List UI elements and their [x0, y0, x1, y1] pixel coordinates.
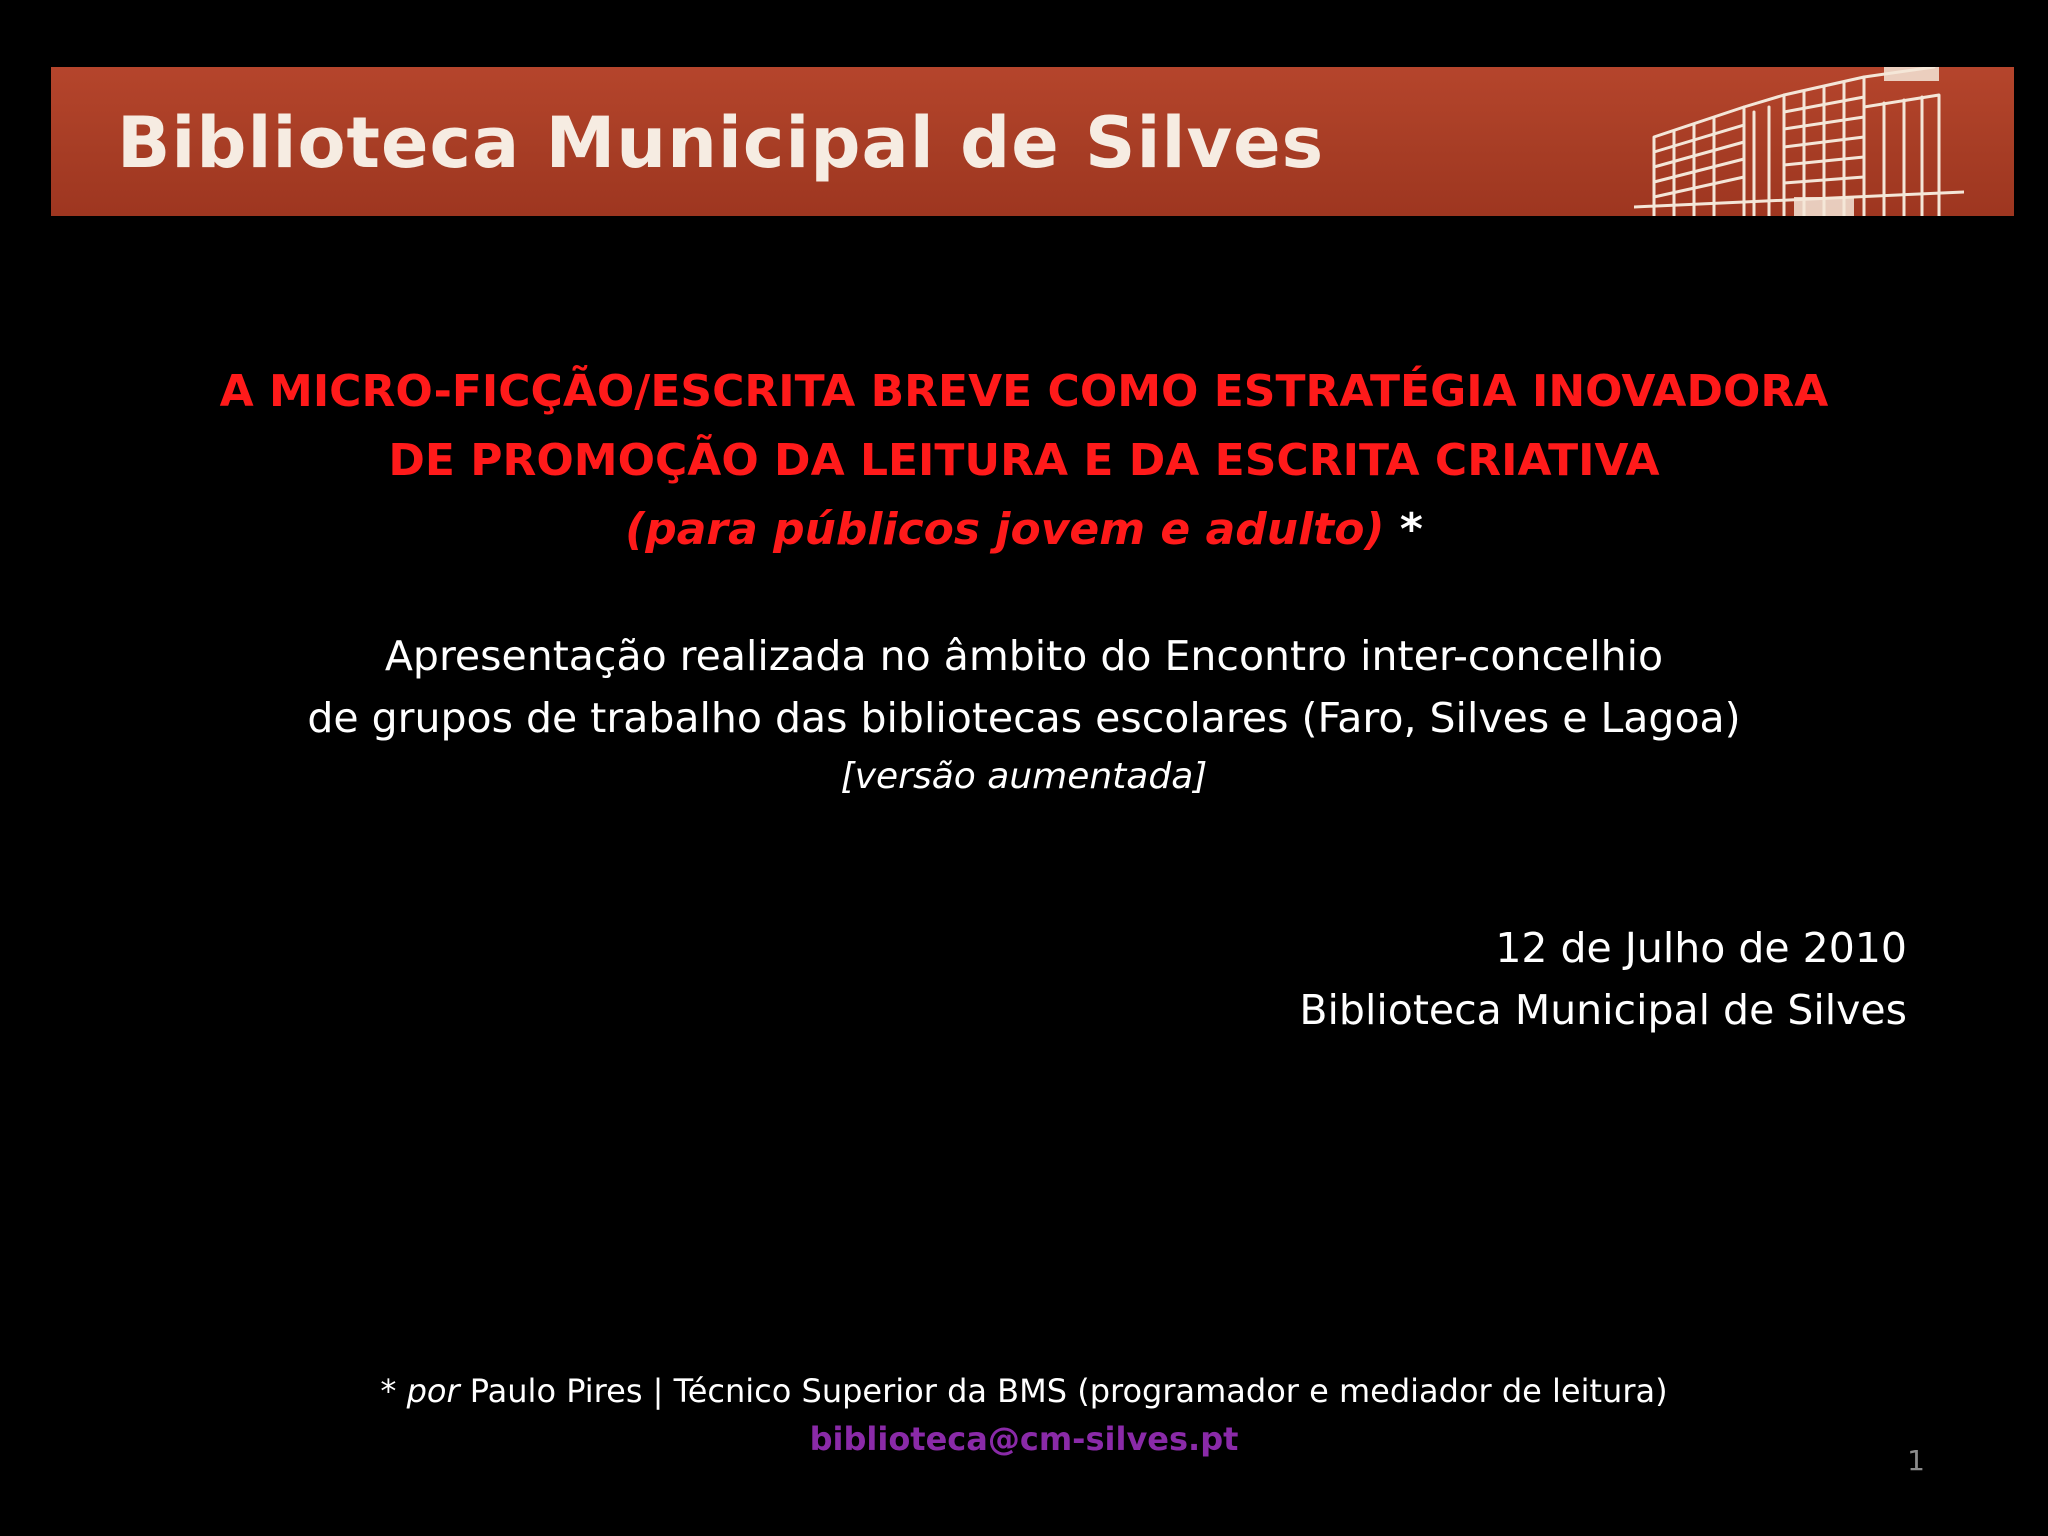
banner-title: Biblioteca Municipal de Silves	[117, 102, 1325, 184]
presentation-title	[0, 357, 2048, 564]
title-line-1: A MICRO-FICÇÃO/ESCRITA BREVE COMO ESTRATÉGIA INOVADORA	[219, 366, 1829, 417]
slide-number: 1	[1907, 1444, 1925, 1477]
title-line-2: DE PROMOÇÃO DA LEITURA E DA ESCRITA CRIATIVA	[388, 435, 1660, 486]
author-credits	[0, 1367, 2048, 1463]
credits-por: por	[406, 1372, 460, 1410]
subtitle-line-1: Apresentação realizada no âmbito do Encontro inter-concelhio	[384, 632, 1664, 680]
contact-email-link[interactable]: biblioteca@cm-silves.pt	[809, 1420, 1239, 1458]
building-sketch-icon	[1634, 67, 1964, 216]
title-audience: (para públicos jovem e adulto)	[625, 504, 1385, 555]
event-date: 12 de Julho de 2010	[1495, 924, 1907, 972]
subtitle-line-2: de grupos de trabalho das bibliotecas escolares (Faro, Silves e Lagoa)	[307, 694, 1741, 742]
credits-star: *	[380, 1372, 397, 1410]
version-note: [versão aumentada]	[840, 756, 1208, 797]
title-footnote-marker: *	[1399, 504, 1423, 555]
credits-text: Paulo Pires | Técnico Superior da BMS (programador e mediador de leitura)	[469, 1372, 1668, 1410]
event-venue: Biblioteca Municipal de Silves	[1299, 986, 1907, 1034]
author-line	[0, 1367, 2048, 1415]
presentation-subtitle	[0, 625, 2048, 805]
title-line-3	[0, 495, 2048, 564]
event-info	[1299, 917, 1907, 1041]
header-banner	[51, 67, 2014, 216]
